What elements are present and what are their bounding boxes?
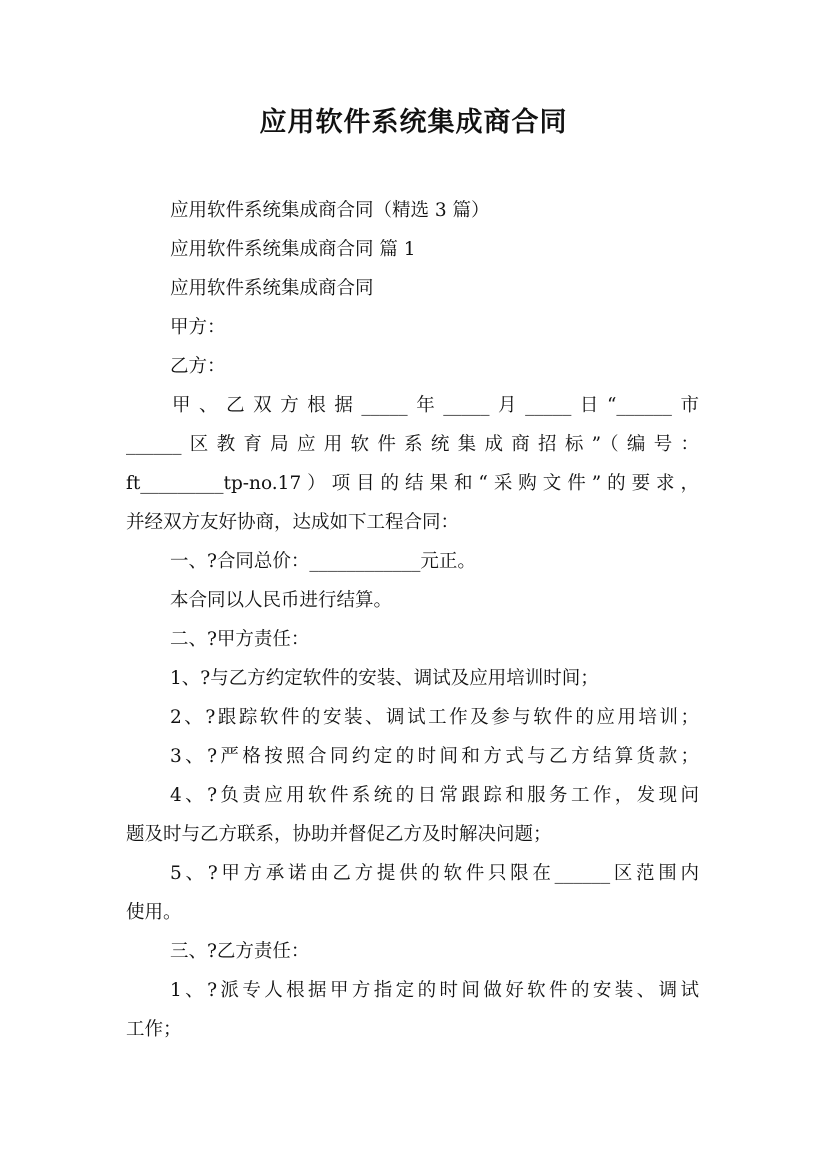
clause-item-line: 1、?派专人根据甲方指定的时间做好软件的安装、调试 <box>170 980 699 1001</box>
party-b-line: 乙方： <box>170 356 226 377</box>
clause-item-line: 2、?跟踪软件的安装、调试工作及参与软件的应用培训； <box>170 707 699 728</box>
clause-item-line: 4、?负责应用软件系统的日常跟踪和服务工作，发现问 <box>170 785 699 806</box>
clause-heading-line: 二、?甲方责任： <box>170 629 310 650</box>
paragraph-line: ______区教育局应用软件系统集成商招标”（编号： <box>126 434 699 455</box>
section-heading-line: 应用软件系统集成商合同 篇 1 <box>170 239 416 260</box>
party-a-line: 甲方： <box>170 317 226 338</box>
clause-line: 本合同以人民币进行结算。 <box>170 590 393 611</box>
document-title: 应用软件系统集成商合同 <box>259 107 568 138</box>
clause-item-line: 3、?严格按照合同约定的时间和方式与乙方结算货款； <box>170 746 699 767</box>
clause-item-line: 5、?甲方承诺由乙方提供的软件只限在______区范围内 <box>170 863 699 884</box>
clause-item-line: 使用。 <box>126 902 182 923</box>
paragraph-line: ft_________tp-no.17）项目的结果和“采购文件”的要求， <box>126 473 699 494</box>
paragraph-line: 并经双方友好协商，达成如下工程合同： <box>126 512 460 533</box>
clause-item-line: 1、?与乙方约定软件的安装、调试及应用培训时间； <box>170 668 599 689</box>
clause-item-line: 题及时与乙方联系，协助并督促乙方及时解决问题； <box>126 824 552 845</box>
clause-heading-line: 三、?乙方责任： <box>170 941 310 962</box>
clause-item-line: 工作； <box>126 1019 182 1040</box>
paragraph-line: 甲、乙双方根据_____年_____月_____日“______市 <box>172 395 699 416</box>
contract-name-line: 应用软件系统集成商合同 <box>170 278 374 299</box>
subtitle-line: 应用软件系统集成商合同（精选 3 篇） <box>170 200 490 221</box>
clause-line: 一、?合同总价：____________元正。 <box>170 551 476 572</box>
